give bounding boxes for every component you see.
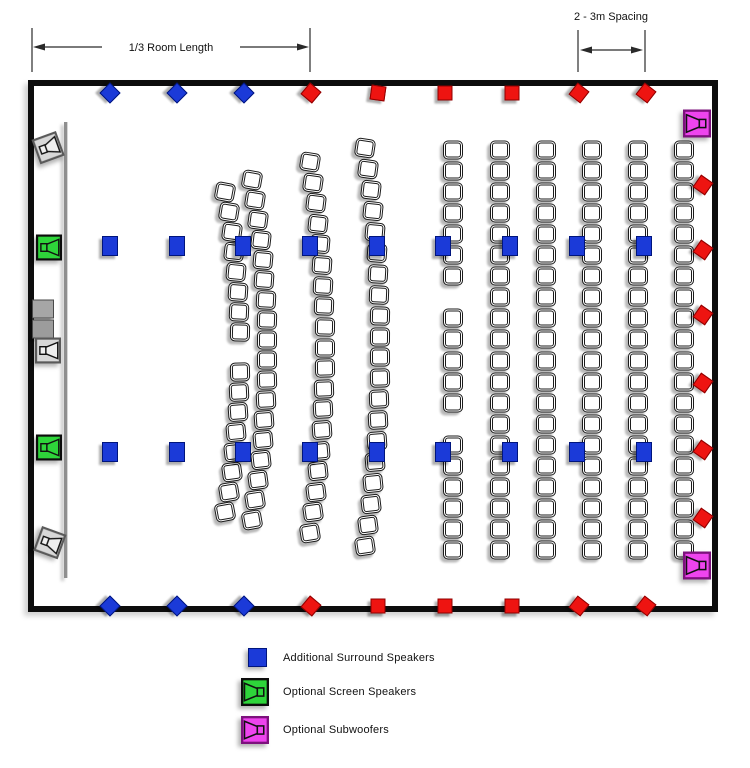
front-speaker bbox=[31, 526, 66, 564]
wall-speaker-red bbox=[568, 595, 589, 616]
wall-speaker-red bbox=[371, 599, 386, 614]
wall-speaker-red bbox=[693, 373, 714, 394]
legend-label: Optional Subwoofers bbox=[283, 724, 389, 736]
additional-surround-speaker bbox=[302, 442, 318, 462]
surround-speaker-legend-icon bbox=[241, 648, 277, 667]
additional-surround-speaker bbox=[502, 236, 518, 256]
front-speaker bbox=[35, 338, 61, 369]
wall-speaker-red bbox=[505, 86, 520, 101]
legend-label: Additional Surround Speakers bbox=[283, 651, 435, 664]
optional-screen-speaker bbox=[36, 435, 62, 466]
additional-surround-speaker bbox=[369, 236, 385, 256]
wall-speaker-red bbox=[635, 82, 656, 103]
additional-surround-speaker bbox=[569, 442, 585, 462]
wall-speaker-red bbox=[693, 175, 714, 196]
surround-speaker bbox=[166, 82, 187, 103]
surround-speaker bbox=[233, 595, 254, 616]
legend bbox=[0, 636, 750, 768]
wall-speaker-red bbox=[693, 305, 714, 326]
wall-speaker-red bbox=[693, 508, 714, 529]
additional-surround-speaker bbox=[235, 442, 251, 462]
surround-speaker bbox=[99, 595, 120, 616]
additional-surround-speaker bbox=[636, 236, 652, 256]
optional-subwoofer bbox=[683, 552, 711, 585]
wall-speaker-red bbox=[505, 599, 520, 614]
additional-surround-speaker bbox=[102, 442, 118, 462]
additional-surround-speaker bbox=[435, 442, 451, 462]
spacing-label: 2 - 3m Spacing bbox=[574, 11, 648, 23]
surround-speaker bbox=[233, 82, 254, 103]
additional-surround-speaker bbox=[235, 236, 251, 256]
additional-surround-speaker bbox=[369, 442, 385, 462]
additional-surround-speaker bbox=[636, 442, 652, 462]
wall-speaker-red bbox=[438, 86, 453, 101]
wall-speaker-red bbox=[300, 595, 321, 616]
wall-speaker-red bbox=[635, 595, 656, 616]
additional-surround-speaker bbox=[169, 236, 185, 256]
screen-speaker-legend-icon bbox=[241, 678, 277, 706]
wall-speaker-red bbox=[438, 599, 453, 614]
wall-speaker-red bbox=[568, 82, 589, 103]
front-speaker bbox=[31, 131, 66, 169]
legend-label: Optional Screen Speakers bbox=[283, 686, 417, 698]
wall-speaker-red bbox=[370, 85, 387, 102]
legend-item-subwoofers bbox=[241, 716, 389, 744]
additional-surround-speaker bbox=[502, 442, 518, 462]
optional-subwoofer bbox=[683, 110, 711, 143]
additional-surround-speaker bbox=[102, 236, 118, 256]
wall-speaker-red bbox=[300, 82, 321, 103]
additional-surround-speaker bbox=[302, 236, 318, 256]
surround-speaker bbox=[166, 595, 187, 616]
wall-speaker-red bbox=[693, 240, 714, 261]
optional-screen-speaker bbox=[36, 235, 62, 266]
room-length-label: 1/3 Room Length bbox=[128, 42, 214, 54]
legend-item-screen-speakers bbox=[241, 678, 416, 706]
legend-item-additional-surround bbox=[241, 648, 435, 667]
additional-surround-speaker bbox=[569, 236, 585, 256]
additional-surround-speaker bbox=[169, 442, 185, 462]
additional-surround-speaker bbox=[435, 236, 451, 256]
subwoofer-box bbox=[32, 320, 54, 339]
subwoofer-legend-icon bbox=[241, 716, 277, 744]
wall-speaker-red bbox=[693, 440, 714, 461]
subwoofer-box bbox=[32, 300, 54, 319]
surround-speaker bbox=[99, 82, 120, 103]
